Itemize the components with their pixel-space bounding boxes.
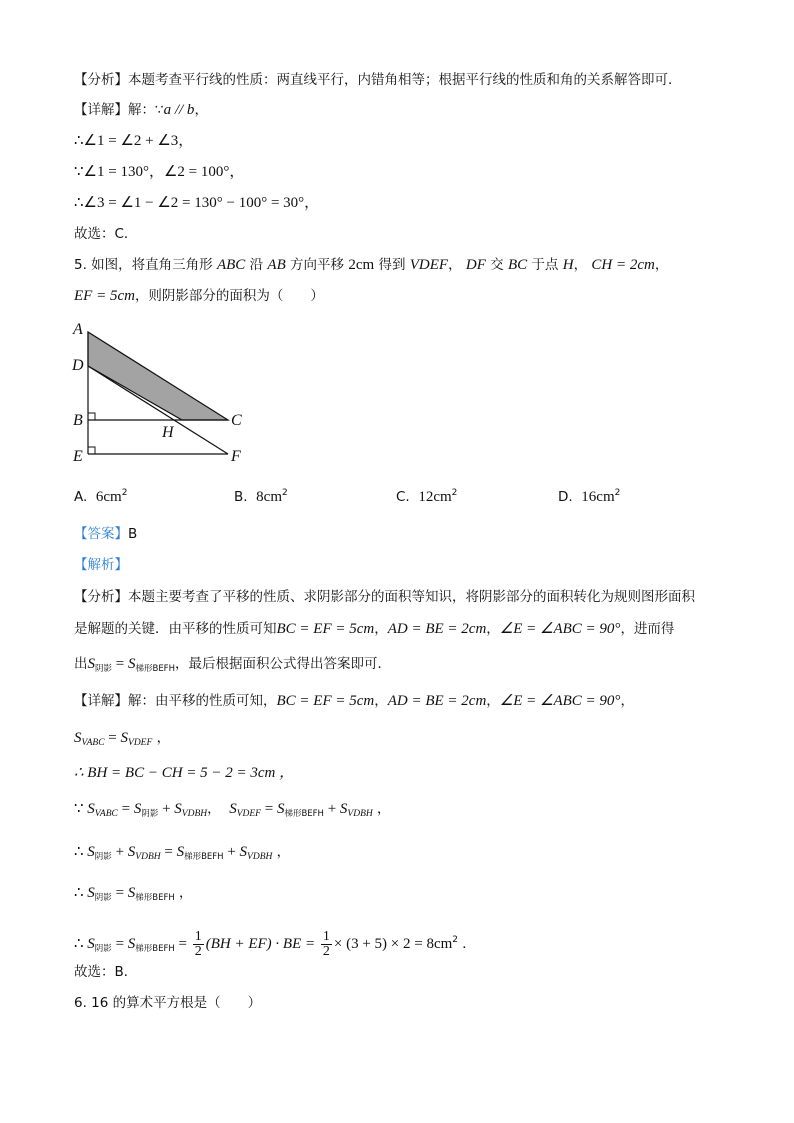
- q5-analysis-2: 是解题的关键．由平移的性质可知BC = EF = 5cm，AD = BE = 2cm，∠E = ∠ABC = 90°，进而得: [74, 621, 675, 637]
- q4-analysis: 【分析】本题考查平行线的性质：两直线平行，内错角相等；根据平行线的性质和角的关系解答即可．: [74, 72, 682, 88]
- q4-detail: 【详解】解：∵a // b，: [74, 102, 208, 118]
- q5-choose: 故选：B．: [74, 964, 138, 980]
- analysis-tag: 【分析】: [74, 72, 128, 88]
- detail-tag: 【详解】: [74, 102, 128, 118]
- q5-stem-line1: 5. 如图，将直角三角形 ABC 沿 AB 方向平移 2cm 得到 VDEF， DF 交 BC 于点 H， CH = 2cm，: [74, 257, 669, 273]
- shaded-region: [88, 332, 228, 420]
- fraction-half: $\frac{1}{2}$: [194, 928, 202, 959]
- q5-step-sum: ∴ $S_{阴影} + S_{VDBH} = S_{梯形BEFH} + S_{VDBH}$ ，: [74, 844, 291, 862]
- q5-analysis-1: 【分析】本题主要考查了平移的性质、求阴影部分的面积等知识，将阴影部分的面积转化为规则图形面积: [74, 589, 695, 605]
- q5-detail-1: 【详解】解：由平移的性质可知，BC = EF = 5cm，AD = BE = 2cm，∠E = ∠ABC = 90°，: [74, 693, 634, 709]
- answer-value: B: [128, 526, 138, 542]
- q4-step-1: ∴∠1 = ∠2 + ∠3，: [74, 133, 194, 149]
- option-d[interactable]: D. $16cm^2$: [558, 488, 621, 505]
- q5-solution-tag: 【解析】: [74, 557, 128, 573]
- q5-step-final: ∴ $S_{阴影} = S_{梯形BEFH}$ = $\frac{1}{2}$ (BH + EF) · BE = $\frac{1}{2}$ × $(3 + 5) \times 2 = 8cm^2$ ．: [74, 928, 476, 959]
- label-H: H: [162, 424, 174, 441]
- q4-step-2: ∵∠1 = 130°，∠2 = 100°，: [74, 164, 245, 180]
- q5-step-bh: ∴ BH = BC − CH = 5 − 2 = 3cm ，: [74, 765, 295, 781]
- q5-analysis-3: 出$S_{阴影} = S_{梯形BEFH}$，最后根据面积公式得出答案即可．: [74, 656, 391, 674]
- right-angle-E: [88, 447, 95, 454]
- option-b[interactable]: B. $8cm^2$: [234, 488, 288, 505]
- label-A: A: [73, 321, 83, 338]
- label-E: E: [73, 448, 83, 465]
- label-B: B: [73, 412, 83, 429]
- label-D: D: [72, 357, 84, 374]
- option-c[interactable]: C. $12cm^2$: [396, 488, 458, 505]
- option-a[interactable]: A. $6cm^2$: [74, 488, 128, 505]
- right-angle-B: [88, 413, 95, 420]
- q5-step-area-split: ∵ $S_{VABC} = S_{阴影} + S_{VDBH}$， $S_{VDEF} = S_{梯形BEFH} + S_{VDBH}$ ，: [74, 801, 391, 819]
- q5-stem-line2: EF = 5cm，则阴影部分的面积为（ ）: [74, 288, 324, 304]
- q4-choose: 故选：C．: [74, 226, 138, 242]
- q6-stem: 6. 16 的算术平方根是（ ）: [74, 995, 262, 1011]
- fraction-half: $\frac{1}{2}$: [322, 928, 330, 959]
- q5-answer: [74, 524, 137, 544]
- label-C: C: [231, 412, 242, 429]
- q5-figure: [70, 318, 260, 473]
- label-F: F: [231, 448, 241, 465]
- answer-tag: 【答案】: [74, 526, 128, 542]
- q4-step-3: ∴∠3 = ∠1 − ∠2 = 130° − 100° = 30°，: [74, 195, 320, 211]
- q5-step-area-equal: $S_{VABC} = S_{VDEF}$ ，: [74, 730, 171, 748]
- q5-step-shade: ∴ $S_{阴影} = S_{梯形BEFH}$ ，: [74, 885, 193, 903]
